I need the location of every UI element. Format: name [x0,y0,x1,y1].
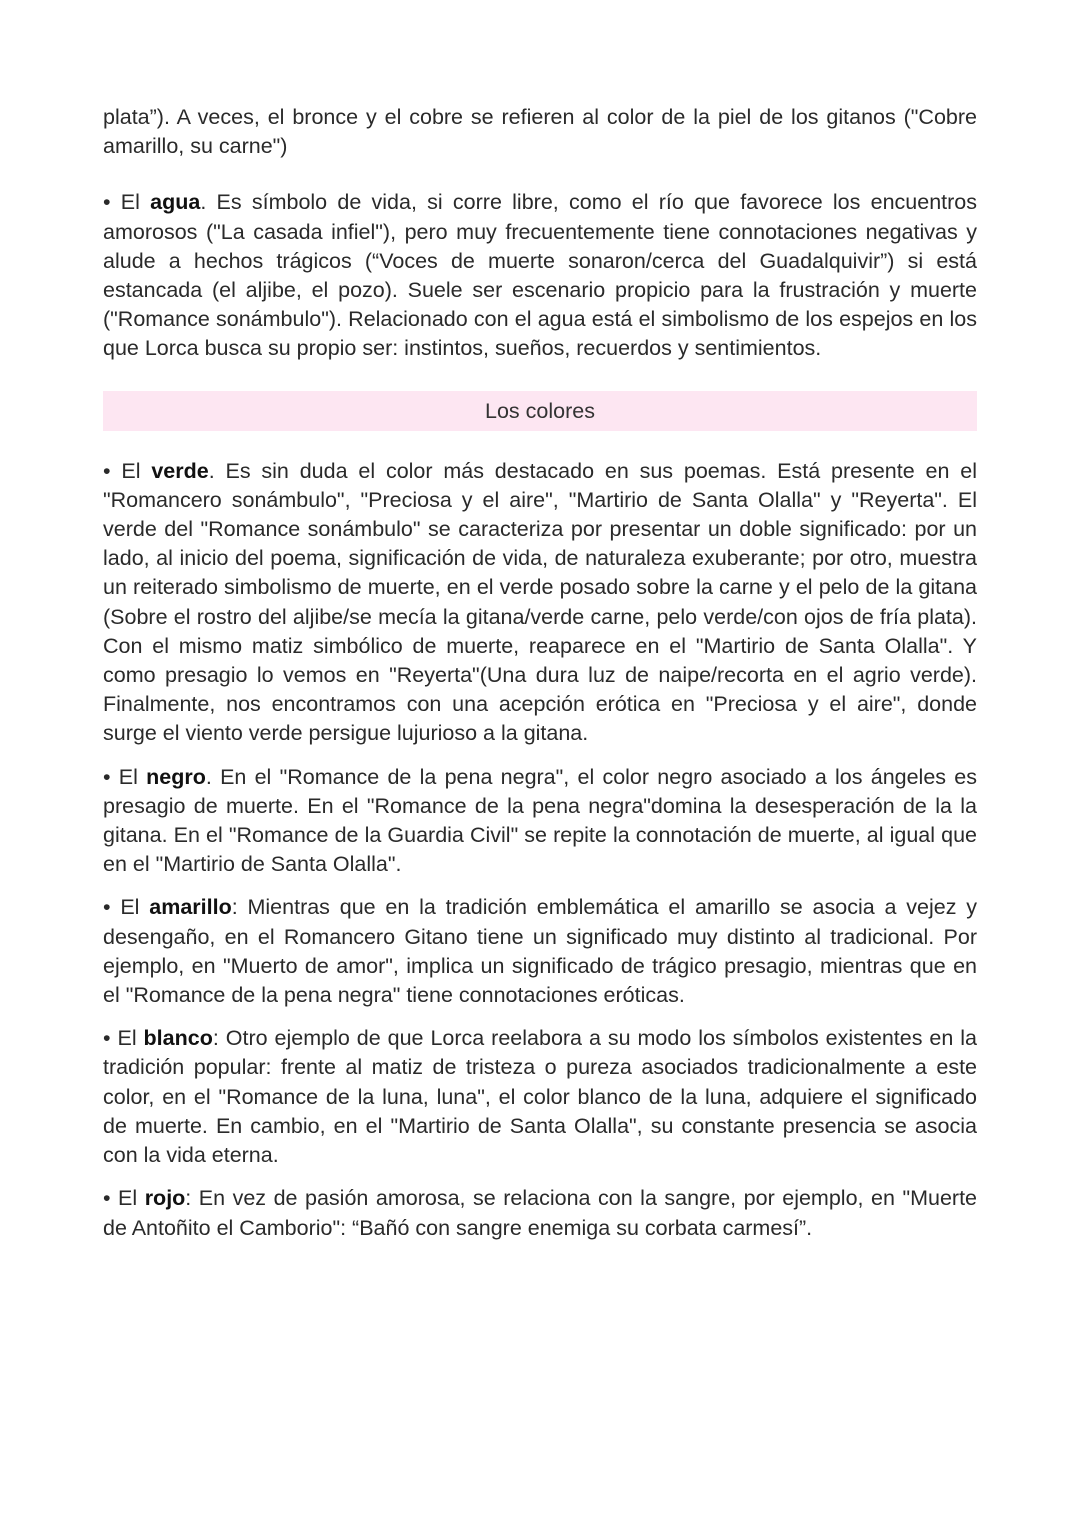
negro-text: . En el "Romance de la pena negra", el color negro asociado a los ángeles es presagio de muerte. En el "Romance de la pena negra"domina la desesperación de la la gitana. En el "Romance de la Guardia Civil" se repite la connotación de muerte, al igual que en el "Martirio de Santa Olalla". [103,764,977,877]
term-blanco: blanco [143,1026,213,1051]
agua-paragraph [103,188,977,363]
document-page [103,103,977,1257]
intro-paragraph: plata”). A veces, el bronce y el cobre se refieren al color de la piel de los gitanos ("Cobre amarillo, su carne") [103,105,977,159]
blanco-text: : Otro ejemplo de que Lorca reelabora a su modo los símbolos existentes en la tradición popular: frente al matiz de tristeza o pureza asociados tradicionalmente a este color, en el "Romance de la luna, luna", el color blanco de la luna, adquiere el significado de muerte. En cambio, en el "Martirio de Santa Olalla", su constante presencia se asocia con la vida eterna. [103,1026,978,1168]
term-verde: verde [151,458,209,483]
bullet: • El [103,1026,144,1051]
color-paragraph-blanco [103,1024,977,1170]
bullet: • El [103,764,147,789]
bullet: • El [103,895,150,920]
rojo-text: : En vez de pasión amorosa, se relaciona con la sangre, por ejemplo, en "Muerte de Antoñito el Camborio": “Bañó con sangre enemiga su corbata carmesí”. [103,1186,978,1240]
term-amarillo: amarillo [149,895,232,920]
agua-text: . Es símbolo de vida, si corre libre, como el río que favorece los encuentros amorosos ("La casada infiel"), pero muy frecuentemente tiene connotaciones negativas y alude a hechos trágicos (“Voces de muerte sonaron/cerca del Guadalquivir”) si está estancada (el aljibe, el pozo). Suele ser escenario propicio para la frustración y muerte ("Romance sonámbulo"). Relacionado con el agua está el simbolismo de los espejos en los que Lorca busca su propio ser: instintos, sueños, recuerdos y sentimientos. [103,190,977,361]
amarillo-text: : Mientras que en la tradición emblemática el amarillo se asocia a vejez y desengaño, en el Romancero Gitano tiene un significado muy distinto al tradicional. Por ejemplo, en "Muerto de amor", implica un significado de trágico presagio, mientras que en el "Romance de la pena negra" tiene connotaciones eróticas. [103,895,978,1008]
color-paragraph-negro [103,763,977,880]
section-heading-colores: Los colores [103,391,977,431]
bullet: • El [103,190,151,215]
bullet: • El [103,1186,145,1211]
color-paragraph-rojo [103,1184,977,1242]
color-paragraph-verde [103,457,977,749]
term-rojo: rojo [144,1186,186,1211]
verde-text: . Es sin duda el color más destacado en sus poemas. Está presente en el "Romancero sonámbulo", "Preciosa y el aire", "Martirio de Santa Olalla" y "Reyerta". El verde del "Romance sonámbulo" se caracteriza por presentar un doble significado: por un lado, al inicio del poema, significación de vida, de naturaleza exuberante; por otro, muestra un reiterado simbolismo de muerte, en el verde posado sobre la carne y el pelo de la gitana (Sobre el rostro del aljibe/se mecía la gitana/verde carne, pelo verde/con ojos de fría plata). Con el mismo matiz simbólico de muerte, reaparece en el "Martirio de Santa Olalla". Y como presagio lo vemos en "Reyerta"(Una dura luz de naipe/recorta en el agrio verde). Finalmente, nos encontramos con una acepción erótica en "Preciosa y el aire", donde surge el viento verde persigue lujurioso a la gitana. [103,458,977,746]
color-paragraph-amarillo [103,893,977,1010]
term-agua: agua [150,190,201,215]
bullet: • El [103,458,152,483]
colors-section [103,457,977,1243]
term-negro: negro [146,764,206,789]
